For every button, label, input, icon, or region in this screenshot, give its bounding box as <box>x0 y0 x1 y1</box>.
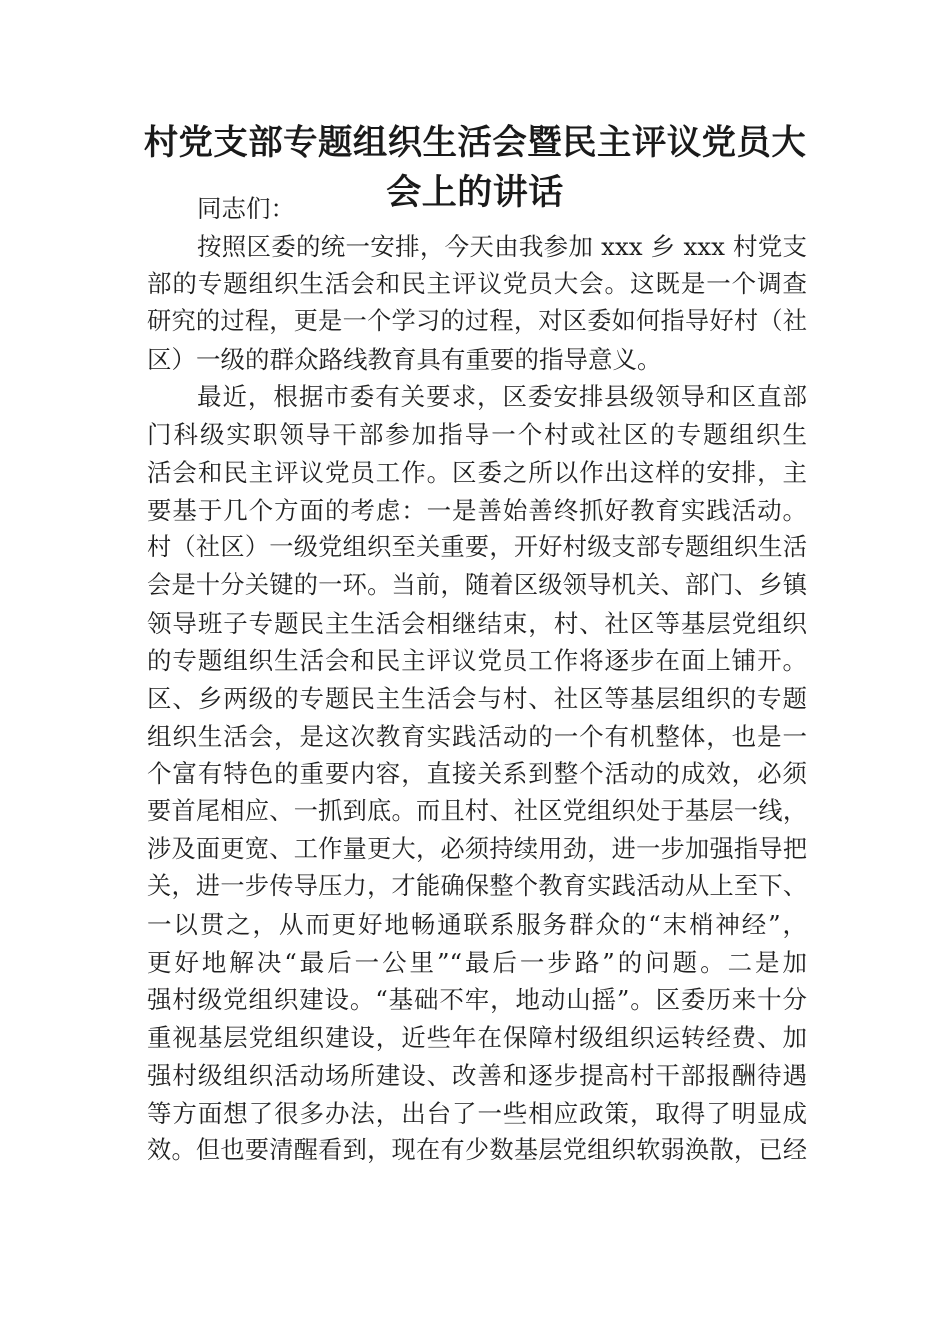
paragraph-1-line: 按照区委的统一安排，今天由我参加 xxx 乡 xxx 村党支 <box>197 231 807 261</box>
paragraph-2-line: 等方面想了很多办法，出台了一些相应政策，取得了明显成 <box>147 1098 807 1128</box>
paragraph-1-line: 部的专题组织生活会和民主评议党员大会。这既是一个调查 <box>147 269 807 299</box>
paragraph-2-line: 效。但也要清醒看到，现在有少数基层党组织软弱涣散，已经 <box>147 1136 807 1165</box>
paragraph-2-line: 的专题组织生活会和民主评议党员工作将逐步在面上铺开。 <box>147 646 807 676</box>
document-body <box>147 190 807 1170</box>
paragraph-2-line: 村（社区）一级党组织至关重要，开好村级支部专题组织生活 <box>147 533 807 562</box>
paragraph-2-line: 重视基层党组织建设，近些年在保障村级组织运转经费、加 <box>147 1023 807 1053</box>
salutation: 同志们： <box>197 194 295 223</box>
title-line-1: 村党支部专题组织生活会暨民主评议党员大 <box>143 123 807 163</box>
paragraph-1-line: 区）一级的群众路线教育具有重要的指导意义。 <box>147 344 662 374</box>
paragraph-2-line: 门科级实职领导干部参加指导一个村或社区的专题组织生 <box>147 420 807 450</box>
paragraph-2-line: 更好地解决“最后一公里”“最后一步路”的问题。二是加 <box>147 947 807 977</box>
paragraph-2-line: 个富有特色的重要内容，直接关系到整个活动的成效，必须 <box>147 759 807 789</box>
paragraph-2-line: 要基于几个方面的考虑：一是善始善终抓好教育实践活动。 <box>147 495 807 525</box>
paragraph-1-line: 研究的过程，更是一个学习的过程，对区委如何指导好村（社 <box>147 307 807 336</box>
paragraph-2-line: 活会和民主评议党员工作。区委之所以作出这样的安排，主 <box>147 457 807 487</box>
title-line-2: 会上的讲话 <box>386 173 564 213</box>
paragraph-2-line: 要首尾相应、一抓到底。而且村、社区党组织处于基层一线， <box>147 797 807 825</box>
paragraph-2-line: 区、乡两级的专题民主生活会与村、社区等基层组织的专题 <box>147 683 807 713</box>
paragraph-2-line: 关，进一步传导压力，才能确保整个教育实践活动从上至下、 <box>147 872 807 901</box>
paragraph-2-line: 强村级党组织建设。“基础不牢，地动山摇”。区委历来十分 <box>147 985 807 1015</box>
paragraph-2-line: 最近，根据市委有关要求，区委安排县级领导和区直部 <box>197 382 807 412</box>
paragraph-2-line: 领导班子专题民主生活会相继结束，村、社区等基层党组织 <box>147 608 807 638</box>
paragraph-2-line: 强村级组织活动场所建设、改善和逐步提高村干部报酬待遇 <box>147 1060 807 1090</box>
paragraph-2-line: 会是十分关键的一环。当前，随着区级领导机关、部门、乡镇 <box>147 570 807 599</box>
paragraph-2-line: 涉及面更宽、工作量更大，必须持续用劲，进一步加强指导把 <box>147 834 807 863</box>
paragraph-2-line: 组织生活会，是这次教育实践活动的一个有机整体，也是一 <box>147 721 807 751</box>
paragraph-2-line: 一以贯之，从而更好地畅通联系服务群众的“末梢神经”， <box>147 910 807 940</box>
